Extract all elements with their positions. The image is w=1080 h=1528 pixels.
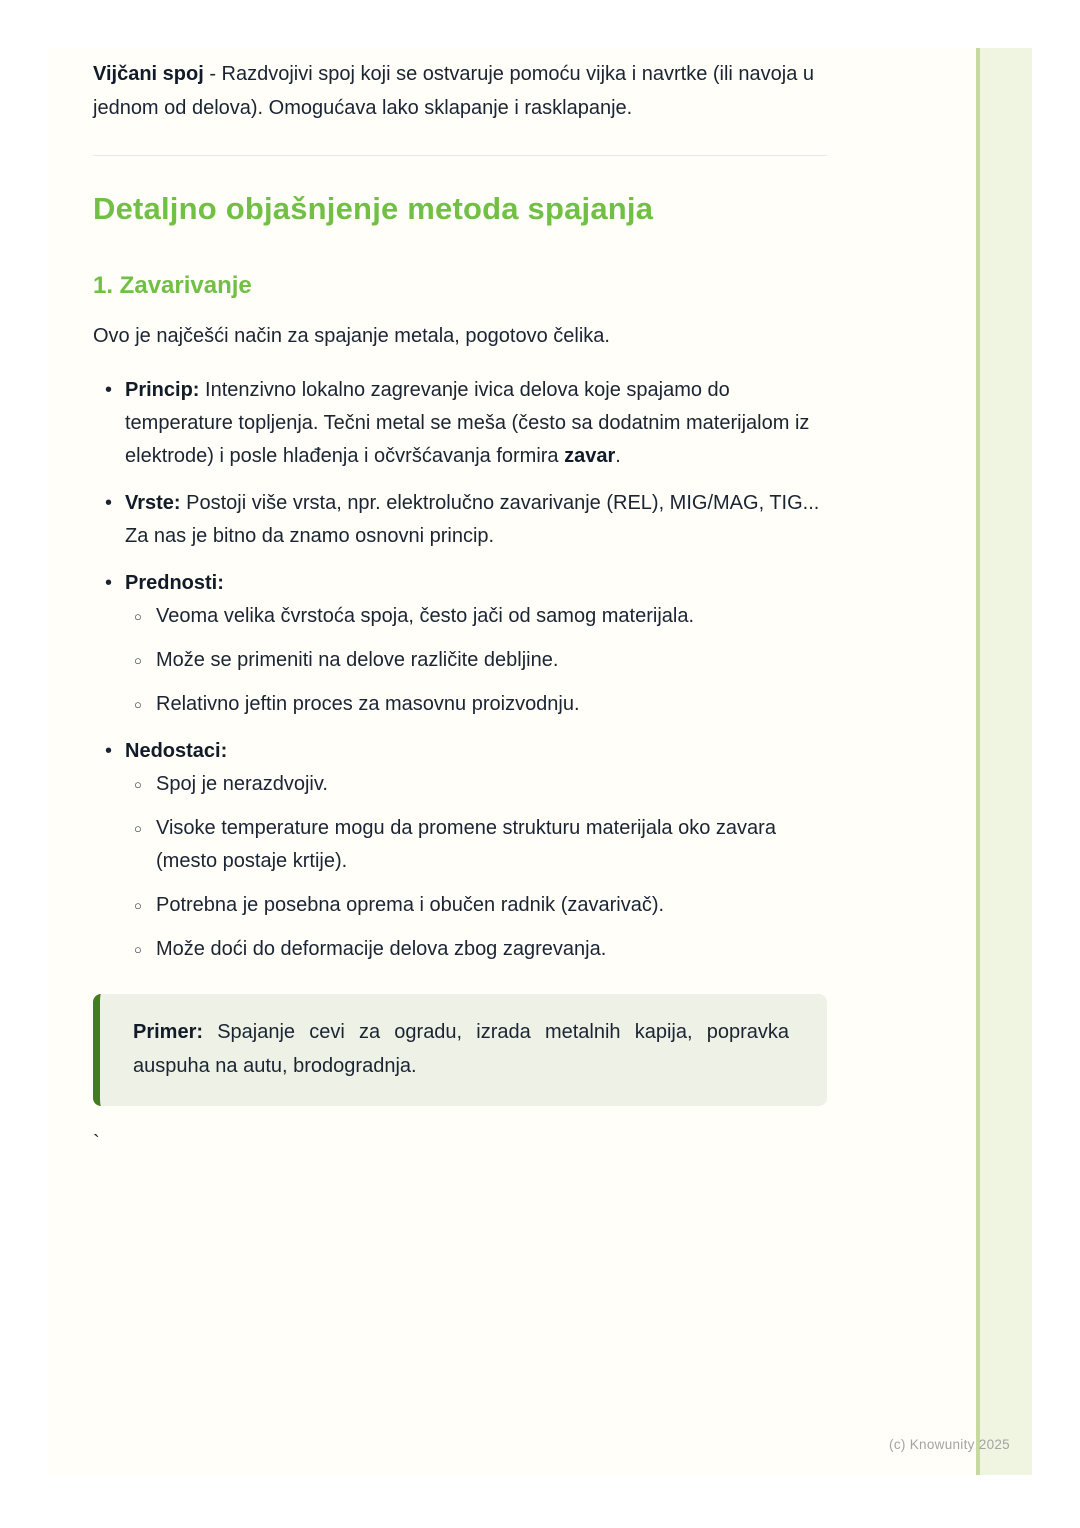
section-heading: 1. Zavarivanje [93, 272, 252, 299]
circle-bullet-icon: ○ [134, 777, 142, 792]
sub-list-item-text: Visoke temperature mogu da promene strukturu materijala oko zavara (mesto postaje krtije). [156, 817, 776, 872]
circle-bullet-icon: ○ [134, 609, 142, 624]
sub-list-item-text: Veoma velika čvrstoća spoja, često jači od samog materijala. [156, 605, 695, 627]
bullet-list [93, 374, 827, 966]
list-item-label: Nedostaci: [125, 740, 228, 762]
bullet-icon: • [105, 492, 113, 514]
list-item-text [125, 735, 827, 966]
stray-character: ` [93, 1132, 100, 1154]
sub-list-item-text: Može doći do deformacije delova zbog zagrevanja. [156, 938, 607, 960]
intro-term: Vijčani spoj [93, 63, 204, 85]
circle-bullet-icon: ○ [134, 942, 142, 957]
circle-bullet-icon: ○ [134, 697, 142, 712]
section-divider [93, 155, 827, 156]
callout-label: Primer: [133, 1021, 204, 1043]
sub-list-item-text: Može se primeniti na delove različite debljine. [156, 649, 559, 671]
lead-paragraph: Ovo je najčešći način za spajanje metala, pogotovo čelika. [93, 325, 610, 347]
sub-list-item-text: Spoj je nerazdvojiv. [156, 773, 328, 795]
circle-bullet-icon: ○ [134, 821, 142, 836]
list-item-text: Vrste: Postoji više vrsta, npr. elektrolučno zavarivanje (REL), MIG/MAG, TIG... Za nas je bitno da znamo osnovni princip. [125, 492, 820, 547]
list-item-vrste [93, 487, 827, 553]
document-page [48, 48, 1032, 1475]
intro-paragraph [93, 57, 827, 125]
page-title: Detaljno objašnjenje metoda spajanja [93, 191, 654, 226]
list-item-prednosti [93, 567, 827, 721]
sub-list-item-text: Relativno jeftin proces za masovnu proizvodnju. [156, 693, 580, 715]
list-item-label: Vrste: [125, 492, 181, 514]
list-item-label: Prednosti: [125, 572, 224, 594]
callout-text: Primer: Spajanje cevi za ogradu, izrada metalnih kapija, popravka auspuha na autu, brodogradnja. [133, 1021, 789, 1077]
example-callout [93, 994, 827, 1106]
bullet-icon: • [105, 379, 113, 401]
document-content [93, 57, 827, 1154]
sub-list-item [125, 600, 827, 633]
list-item-princip [93, 374, 827, 473]
sub-list-item-text: Potrebna je posebna oprema i obučen radnik (zavarivač). [156, 894, 665, 916]
page-edge-strip [976, 48, 1032, 1475]
sub-bullet-list [125, 768, 827, 966]
sub-list-item [125, 933, 827, 966]
circle-bullet-icon: ○ [134, 653, 142, 668]
sub-list-item [125, 644, 827, 677]
sub-list-item [125, 889, 827, 922]
copyright-note: (c) Knowunity 2025 [889, 1437, 1010, 1452]
list-item-label: Princip: [125, 379, 200, 401]
sub-list-item [125, 812, 827, 878]
inline-emphasis: zavar [564, 445, 616, 467]
list-item-text: Princip: Intenzivno lokalno zagrevanje ivica delova koje spajamo do temperature topljenja. Tečni metal se meša (često sa dodatnim materijalom iz elektrode) i posle hlađenja i očvršćavanja formira zavar. [125, 379, 810, 467]
sub-list-item [125, 768, 827, 801]
circle-bullet-icon: ○ [134, 898, 142, 913]
bullet-icon: • [105, 572, 113, 594]
sub-bullet-list [125, 600, 827, 721]
list-item-text [125, 567, 827, 721]
intro-text: - Razdvojivi spoj koji se ostvaruje pomoću vijka i navrtke (ili navoja u jednom od delova). Omogućava lako sklapanje i rasklapanje. [93, 63, 815, 119]
sub-list-item [125, 688, 827, 721]
bullet-icon: • [105, 740, 113, 762]
list-item-nedostaci [93, 735, 827, 966]
